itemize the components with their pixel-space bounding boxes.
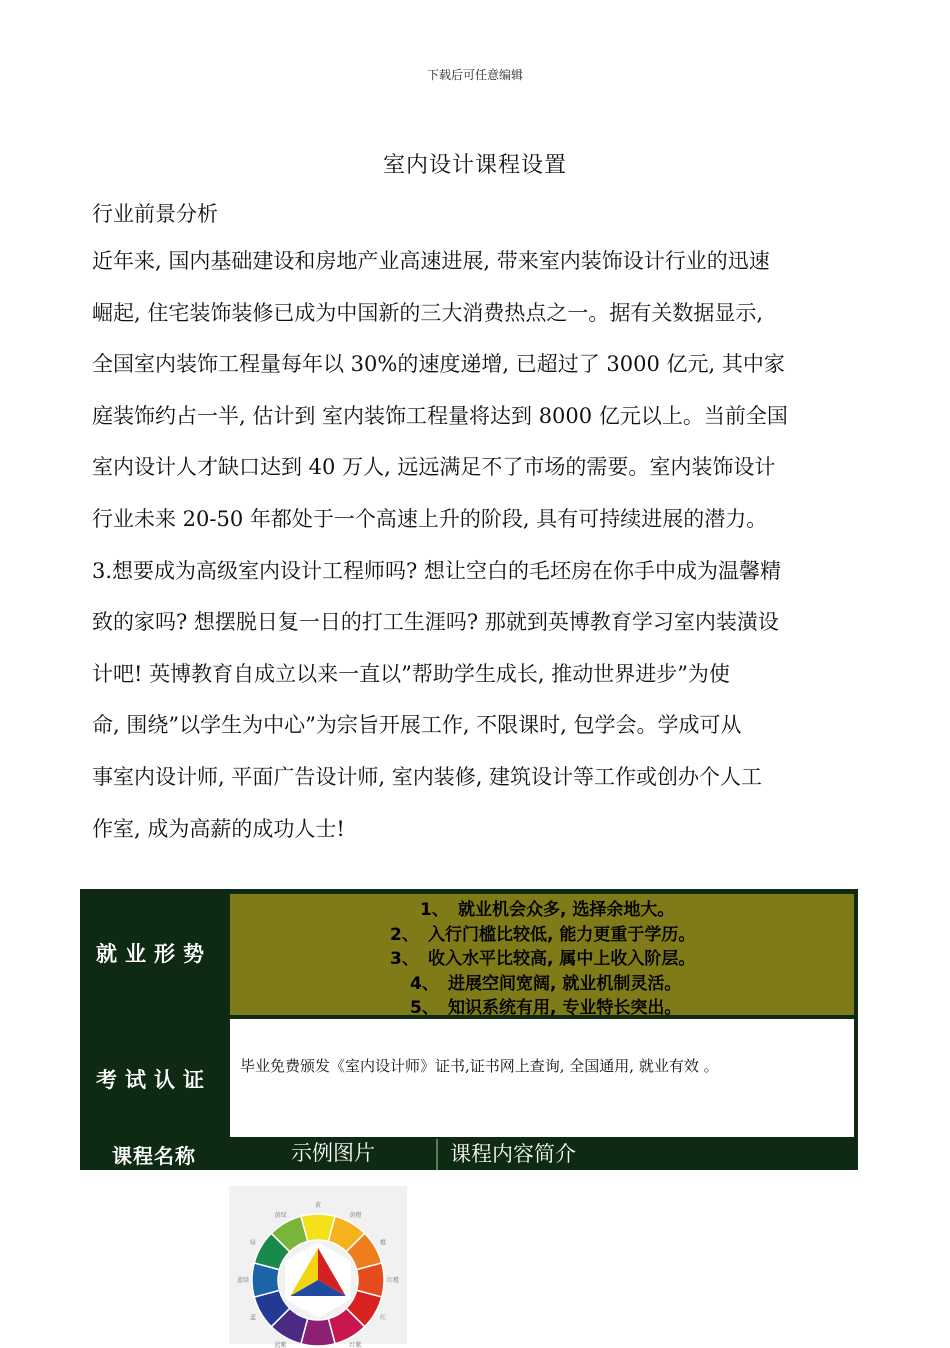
paragraph-line: 庭装饰约占一半, 估计到 室内装饰工程量将达到 8000 亿元以上。当前全国	[92, 403, 788, 428]
section-heading: 行业前景分析	[92, 202, 218, 226]
item-number: 5、	[410, 998, 439, 1018]
item-number: 2、	[390, 924, 419, 945]
paragraph-line: 行业未来 20-50 年都处于一个高速上升的阶段, 具有可持续进展的潜力。	[92, 506, 768, 531]
color-label: 黄绿	[274, 1212, 287, 1220]
paragraph-line: 室内设计人才缺口达到 40 万人, 远远满足不了市场的需要。室内装饰设计	[92, 455, 776, 480]
header-course-intro: 课程内容简介	[450, 1142, 576, 1166]
paragraph-line: 3.想要成为高级室内设计工程师吗? 想让空白的毛坯房在你手中成为温馨精	[92, 558, 781, 583]
document-title: 室内设计课程设置	[382, 153, 567, 178]
employment-label: 就业形势	[96, 942, 212, 966]
color-label: 红橙	[386, 1277, 400, 1284]
paragraph-line: 全国室内装饰工程量每年以 30%的速度递增, 已超过了 3000 亿元, 其中家	[92, 352, 785, 377]
body-paragraph	[92, 236, 862, 855]
paragraph-line: 计吧! 英博教育自成立以来一直以”帮助学生成长, 推动世界进步”为使	[92, 661, 730, 686]
exam-content	[230, 1019, 854, 1137]
color-wheel-image	[229, 1186, 407, 1348]
item-number: 3、	[390, 949, 419, 969]
paragraph-line: 命, 围绕”以学生为中心”为宗旨开展工作, 不限课时, 包学会。学成可从	[92, 713, 742, 738]
course-header-row	[80, 1139, 858, 1170]
color-label: 蓝绿	[236, 1277, 250, 1284]
list-item	[230, 923, 854, 948]
header-note: 下载后可任意编辑	[426, 68, 523, 82]
item-text: 就业机会众多, 选择余地大。	[458, 900, 675, 920]
paragraph-line: 作室, 成为高薪的成功人士!	[92, 816, 345, 841]
color-label: 橙	[379, 1239, 386, 1247]
item-text: 入行门槛比较低, 能力更重于学历。	[428, 924, 696, 945]
paragraph-line: 近年来, 国内基础建设和房地产业高速进展, 带来室内装饰设计行业的迅速	[92, 249, 770, 273]
paragraph-line: 事室内设计师, 平面广告设计师, 室内装修, 建筑设计等工作或创办个人工	[92, 764, 763, 789]
color-label: 红	[379, 1314, 386, 1322]
color-label: 绿	[250, 1239, 257, 1247]
color-label: 黄橙	[349, 1212, 362, 1220]
list-item	[230, 947, 854, 972]
list-item	[230, 972, 854, 997]
list-item	[230, 898, 854, 923]
color-label: 蓝	[250, 1314, 257, 1322]
paragraph-line: 崛起, 住宅装饰装修已成为中国新的三大消费热点之一。据有关数据显示,	[92, 300, 764, 325]
header-sample-image: 示例图片	[230, 1139, 438, 1170]
employment-row	[80, 889, 858, 1017]
item-text: 进展空间宽阔, 就业机制灵活。	[448, 973, 682, 994]
color-wheel-graphic	[229, 1186, 407, 1348]
item-text: 知识系统有用, 专业特长突出。	[448, 998, 682, 1018]
item-text: 收入水平比较高, 属中上收入阶层。	[428, 949, 696, 969]
color-label: 黄	[314, 1202, 322, 1209]
exam-text: 毕业免费颁发《室内设计师》证书,证书网上查询, 全国通用, 就业有效 。	[240, 1057, 719, 1075]
employment-content	[230, 894, 854, 1018]
paragraph-line: 致的家吗? 想摆脱日复一日的打工生涯吗? 那就到英博教育学习室内装潢设	[92, 610, 779, 635]
employment-list	[230, 894, 854, 1021]
header-course-name: 课程名称	[112, 1144, 196, 1168]
exam-label: 考试认证	[96, 1068, 212, 1092]
color-label: 蓝紫	[274, 1341, 287, 1348]
exam-row	[80, 1019, 858, 1139]
course-info-table	[80, 889, 858, 1170]
item-number: 4、	[410, 973, 439, 994]
item-number: 1、	[420, 900, 449, 920]
list-item	[230, 996, 854, 1021]
color-label: 红紫	[349, 1341, 362, 1348]
